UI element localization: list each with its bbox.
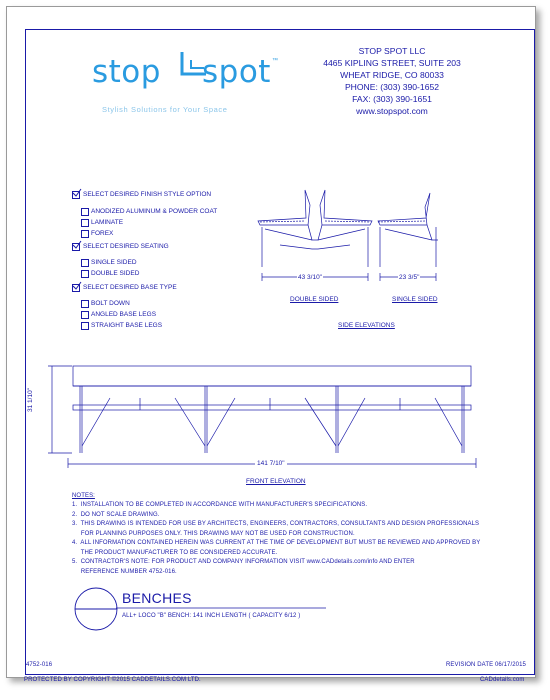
option-heading-finish: SELECT DESIRED FINISH STYLE OPTION	[83, 191, 212, 198]
checkbox-anodized[interactable]	[81, 208, 89, 216]
note-line: 1. INSTALLATION TO BE COMPLETED IN ACCORDANCE WITH MANUFACTURER'S SPECIFICATIONS.	[72, 502, 368, 508]
drawing-border	[25, 29, 535, 675]
company-street: 4465 KIPLING STREET, SUITE 203	[323, 58, 461, 68]
option-heading-base: SELECT DESIRED BASE TYPE	[83, 284, 177, 291]
logo-word-stop: stop	[92, 54, 161, 90]
checkbox-forex[interactable]	[81, 230, 89, 238]
check-icon	[72, 188, 82, 198]
reference-number: 4752-016	[26, 662, 53, 668]
logo-trademark: ™	[272, 58, 278, 64]
double-sided-label: DOUBLE SIDED	[290, 296, 339, 303]
side-elevations-title: SIDE ELEVATIONS	[338, 322, 395, 329]
company-phone: PHONE: (303) 390-1652	[344, 82, 440, 92]
drawing-title: BENCHES	[122, 590, 192, 606]
checkbox-single-sided[interactable]	[81, 259, 89, 267]
checkbox-laminate[interactable]	[81, 219, 89, 227]
option-double-sided: DOUBLE SIDED	[91, 270, 140, 277]
note-line: THE PRODUCT MANUFACTURER TO BE CONSIDERED ACCURATE.	[72, 549, 278, 556]
option-angled-legs: ANGLED BASE LEGS	[91, 311, 157, 318]
single-sided-dimension: 23 3/5"	[399, 274, 420, 281]
cad-details-brand[interactable]: CADdetails.com	[480, 677, 525, 683]
note-line: 4. ALL INFORMATION CONTAINED HEREIN WAS CURRENT AT THE TIME OF DEVELOPMENT BUT MUST BE REVIEWED AND APPROVED BY	[72, 540, 481, 546]
title-circle-symbol	[73, 586, 119, 632]
logo-tagline: Stylish Solutions for Your Space	[102, 105, 228, 114]
bench-legs	[80, 386, 464, 453]
company-fax: FAX: (303) 390-1651	[352, 94, 432, 104]
single-sided-bench-profile	[378, 193, 438, 267]
note-line: FOR PLANNING PURPOSES ONLY. THIS DRAWING MAY NOT BE USED FOR CONSTRUCTION.	[72, 530, 355, 537]
checkbox-double-sided[interactable]	[81, 270, 89, 278]
height-dimension: 31 1/10"	[27, 388, 34, 412]
company-address	[302, 45, 482, 117]
option-heading-seating: SELECT DESIRED SEATING	[83, 243, 169, 250]
double-sided-bench-profile	[258, 190, 372, 267]
copyright-notice: PROTECTED BY COPYRIGHT ©2015 CADDETAILS.COM LTD.	[24, 677, 201, 683]
checkbox-angled-legs[interactable]	[81, 311, 89, 319]
double-sided-dimension: 43 3/10"	[298, 274, 322, 281]
note-line: 3. THIS DRAWING IS INTENDED FOR USE BY ARCHITECTS, ENGINEERS, CONTRACTORS, CONSULTANTS AND DESIGN PROFESSIONALS	[72, 521, 480, 527]
checkbox-straight-legs[interactable]	[81, 322, 89, 330]
revision-date: REVISION DATE 06/17/2015	[446, 662, 526, 668]
note-line: 2. DO NOT SCALE DRAWING.	[72, 511, 160, 518]
company-name: STOP SPOT LLC	[358, 46, 426, 56]
option-anodized: ANODIZED ALUMINUM & POWDER COAT	[91, 208, 218, 215]
checkbox-bolt-down[interactable]	[81, 300, 89, 308]
options-checklist	[72, 190, 272, 340]
front-elevation-drawing	[40, 358, 490, 468]
company-city: WHEAT RIDGE, CO 80033	[340, 70, 444, 80]
width-dimension: 141 7/10"	[257, 460, 285, 467]
option-single-sided: SINGLE SIDED	[91, 259, 137, 266]
single-sided-label: SINGLE SIDED	[392, 296, 438, 303]
title-underline	[116, 606, 326, 610]
notes-heading: NOTES:	[72, 493, 95, 499]
note-line: REFERENCE NUMBER 4752-016.	[72, 568, 177, 575]
front-elevation-title: FRONT ELEVATION	[246, 478, 306, 485]
company-logo	[92, 48, 292, 118]
note-line: 5. CONTRACTOR'S NOTE: FOR PRODUCT AND COMPANY INFORMATION VISIT www.CADdetails.com/info AND ENTER	[72, 559, 415, 565]
option-straight-legs: STRAIGHT BASE LEGS	[91, 322, 163, 329]
company-website: www.stopspot.com	[356, 106, 428, 116]
logo-word-spot: spot	[202, 54, 271, 90]
option-laminate: LAMINATE	[91, 219, 124, 226]
notes-section	[72, 492, 512, 577]
option-bolt-down: BOLT DOWN	[91, 300, 130, 307]
check-icon	[72, 240, 82, 250]
check-icon	[72, 281, 82, 291]
drawing-subtitle: ALL+ LOCO "B" BENCH: 141 INCH LENGTH ( CAPACITY 6/12 )	[122, 613, 301, 619]
option-forex: FOREX	[91, 230, 114, 237]
